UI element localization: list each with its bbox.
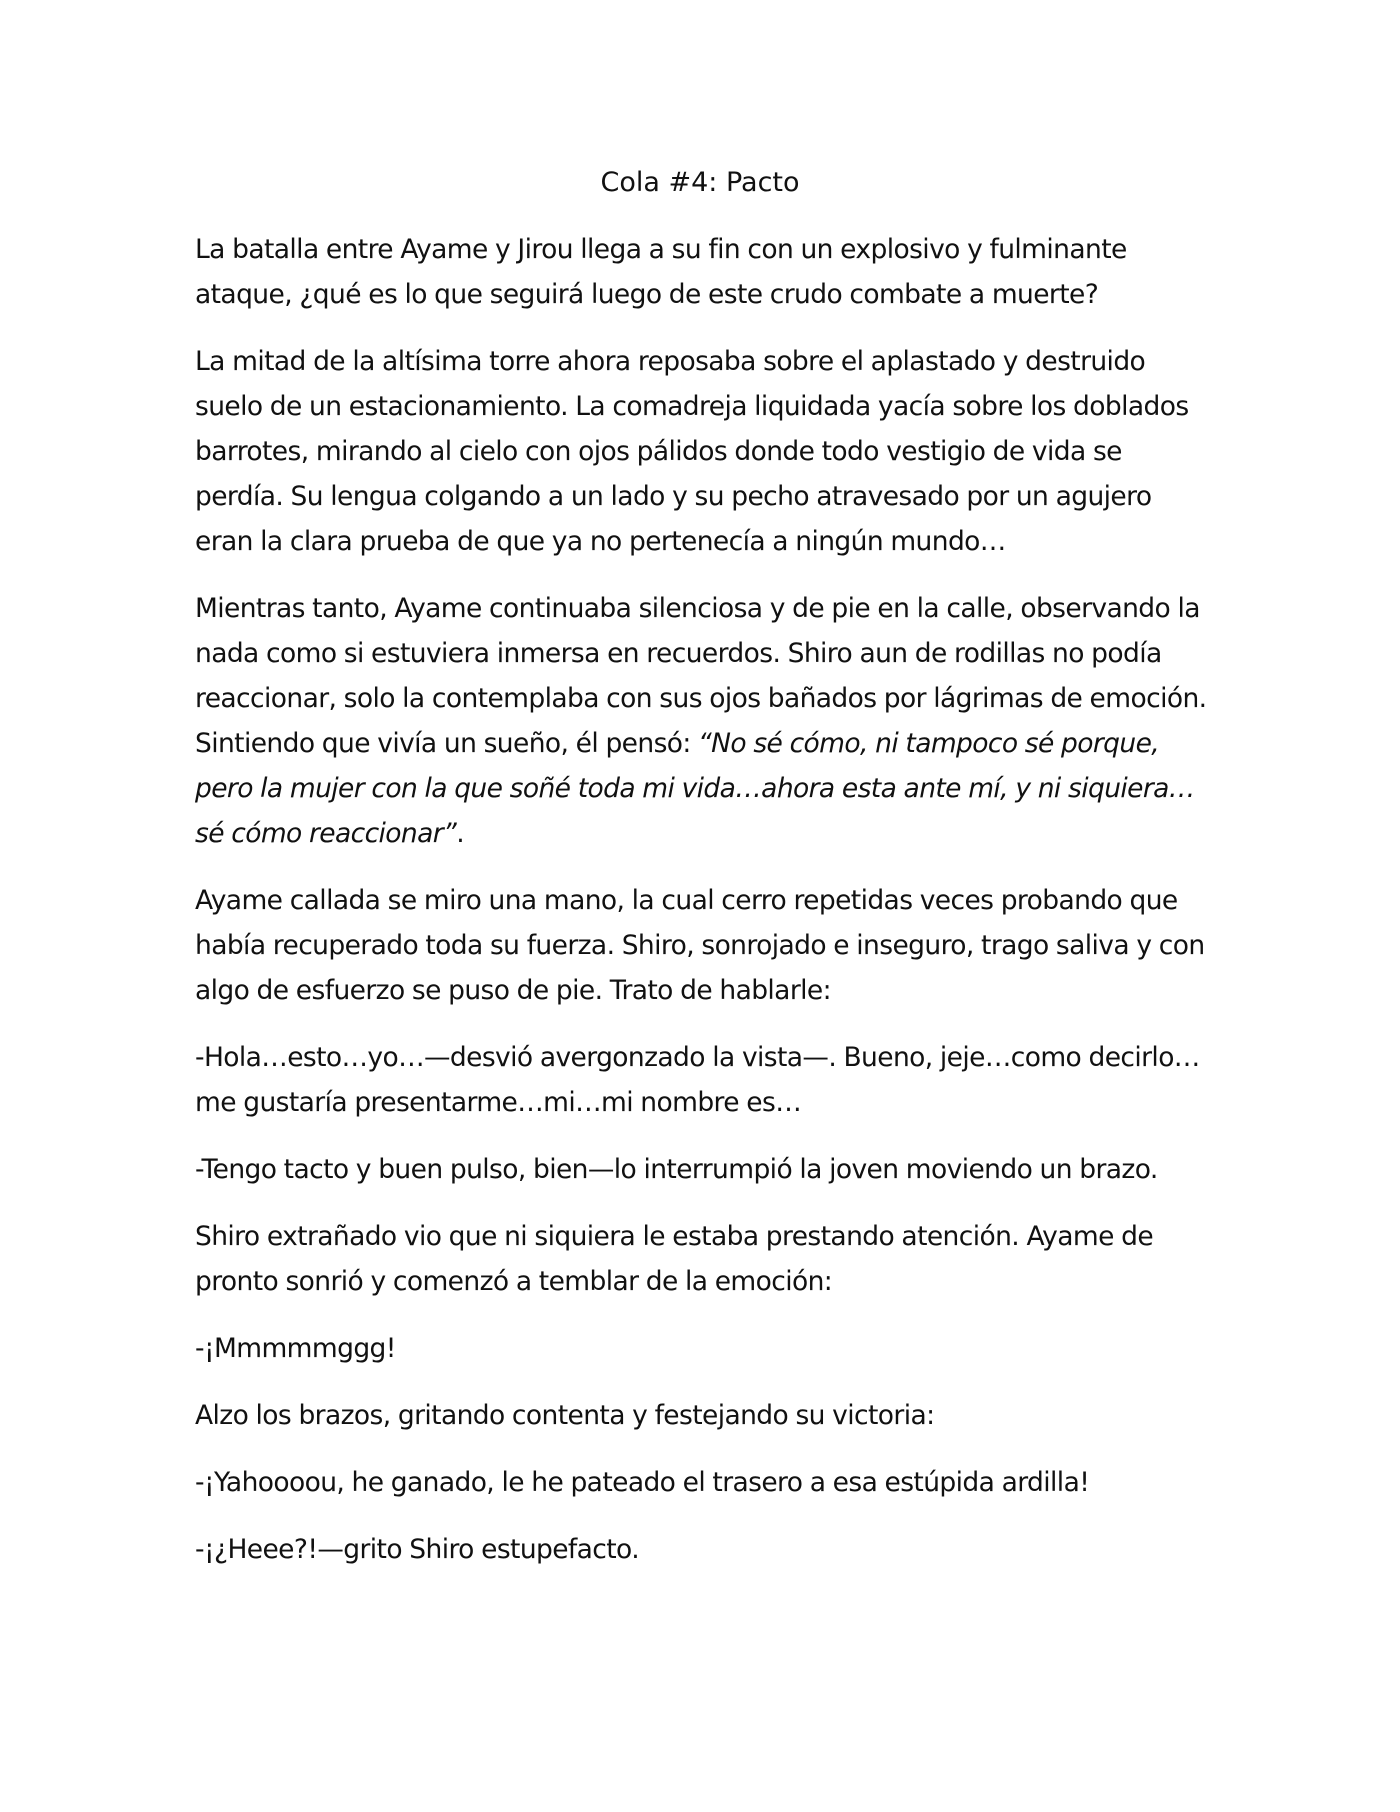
paragraph-text: -¡¿Heee?!—grito Shiro estupefacto. [195, 1534, 640, 1565]
paragraph-text: Mientras tanto, Ayame continuaba silenciosa y de pie en la calle, observando la nada como si estuviera inmersa en recuerdos. Shiro aun de rodillas no podía reaccionar, solo la contemplaba con sus ojos bañados por lágrimas de emoción. Sintiendo que vivía un sueño, él pensó: [195, 593, 1207, 759]
italic-thought: “No sé cómo, ni tampoco sé porque, pero la mujer con la que soñé toda mi vida…ahora esta ante mí, y ni siquiera…sé cómo reaccionar” [195, 728, 1195, 849]
dialogue-line-1 [195, 1035, 1207, 1125]
paragraph-text: Ayame callada se miro una mano, la cual cerro repetidas veces probando que había recuperado toda su fuerza. Shiro, sonrojado e inseguro, trago saliva y con algo de esfuerzo se puso de pie. Trato de hablarle: [195, 885, 1205, 1006]
paragraph-text: Alzo los brazos, gritando contenta y festejando su victoria: [195, 1400, 935, 1431]
paragraph-2 [195, 339, 1207, 564]
paragraph-text: -Hola…esto…yo…—desvió avergonzado la vista—. Bueno, jeje…como decirlo…me gustaría presentarme…mi…mi nombre es… [195, 1042, 1200, 1118]
chapter-title: Cola #4: Pacto [600, 167, 800, 198]
paragraph-text: -Tengo tacto y buen pulso, bien—lo interrumpió la joven moviendo un brazo. [195, 1154, 1158, 1185]
paragraph-9 [195, 1393, 1207, 1438]
dialogue-line-3 [195, 1326, 1207, 1371]
dialogue-line-4 [195, 1460, 1207, 1505]
paragraph-4 [195, 878, 1207, 1013]
paragraph-text: Shiro extrañado vio que ni siquiera le estaba prestando atención. Ayame de pronto sonrió y comenzó a temblar de la emoción: [195, 1221, 1154, 1297]
paragraph-tail: . [456, 818, 465, 849]
document-body [195, 227, 1207, 1594]
paragraph-text: -¡Yahoooou, he ganado, le he pateado el trasero a esa estúpida ardilla! [195, 1467, 1090, 1498]
dialogue-line-2 [195, 1147, 1207, 1192]
paragraph-text: La mitad de la altísima torre ahora reposaba sobre el aplastado y destruido suelo de un estacionamiento. La comadreja liquidada yacía sobre los doblados barrotes, mirando al cielo con ojos pálidos donde todo vestigio de vida se perdía. Su lengua colgando a un lado y su pecho atravesado por un agujero eran la clara prueba de que ya no pertenecía a ningún mundo… [195, 346, 1189, 557]
paragraph-7 [195, 1214, 1207, 1304]
paragraph-text: La batalla entre Ayame y Jirou llega a su fin con un explosivo y fulminante ataque, ¿qué es lo que seguirá luego de este crudo combate a muerte? [195, 234, 1127, 310]
paragraph-3 [195, 586, 1207, 856]
paragraph-1 [195, 227, 1207, 317]
dialogue-line-5 [195, 1527, 1207, 1572]
paragraph-text: -¡Mmmmmggg! [195, 1333, 396, 1364]
